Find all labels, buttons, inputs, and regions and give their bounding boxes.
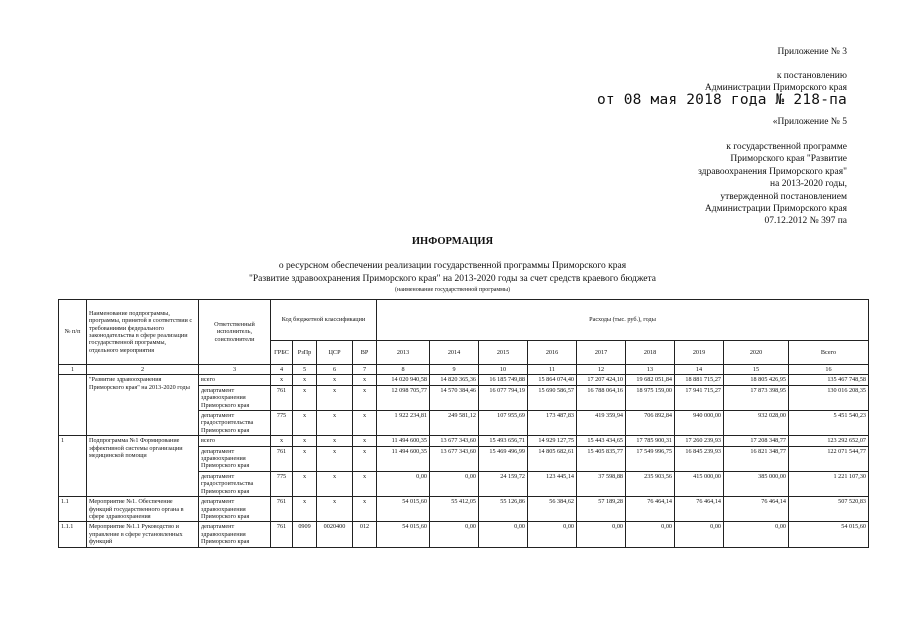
row-csr: х	[317, 385, 353, 410]
col-num: 14	[675, 365, 724, 375]
header-year-2018: 2018	[626, 341, 675, 365]
row-rzpr: х	[293, 385, 317, 410]
row-value: 15 469 496,99	[479, 446, 528, 471]
row-vr: х	[353, 471, 377, 496]
row-number: 1.1.1	[59, 522, 87, 547]
table-row	[59, 375, 869, 385]
row-value: 55 412,05	[430, 497, 479, 522]
row-value: 15 405 835,77	[577, 446, 626, 471]
header-year-2020: 2020	[724, 341, 789, 365]
resource-table	[58, 299, 869, 548]
row-total: 507 520,83	[789, 497, 869, 522]
row-value: 13 677 343,60	[430, 446, 479, 471]
row-value: 17 549 996,75	[626, 446, 675, 471]
row-grbs: х	[271, 375, 293, 385]
row-value: 932 028,00	[724, 411, 789, 436]
program-block	[698, 141, 847, 228]
program-years: на 2013-2020 годы,	[770, 179, 847, 190]
row-value: 0,00	[479, 522, 528, 547]
row-value: 13 677 343,60	[430, 436, 479, 446]
row-value: 16 788 064,16	[577, 385, 626, 410]
row-executor: всего	[199, 375, 271, 385]
row-total: 54 015,60	[789, 522, 869, 547]
col-num: 8	[377, 365, 430, 375]
row-rzpr: х	[293, 411, 317, 436]
row-rzpr: х	[293, 446, 317, 471]
row-value: 0,00	[675, 522, 724, 547]
to-resolution: к постановлению	[776, 71, 847, 81]
row-value: 706 892,84	[626, 411, 675, 436]
col-num: 3	[199, 365, 271, 375]
row-number: 1	[59, 436, 87, 497]
row-grbs: 775	[271, 471, 293, 496]
col-num: 5	[293, 365, 317, 375]
col-num: 13	[626, 365, 675, 375]
row-vr: х	[353, 375, 377, 385]
row-value: 55 126,86	[479, 497, 528, 522]
header-grbs: ГРБС	[271, 341, 293, 365]
column-numbers-row	[59, 365, 869, 375]
row-csr: х	[317, 471, 353, 496]
row-total: 135 467 748,58	[789, 375, 869, 385]
row-value: 76 464,14	[724, 497, 789, 522]
row-rzpr: х	[293, 497, 317, 522]
col-num: 4	[271, 365, 293, 375]
row-value: 11 494 600,35	[377, 436, 430, 446]
header-budget-class: Код бюджетной классификации	[271, 300, 377, 341]
row-rzpr: 0909	[293, 522, 317, 547]
row-vr: 012	[353, 522, 377, 547]
col-num: 1	[59, 365, 87, 375]
header-year-2019: 2019	[675, 341, 724, 365]
row-value: 0,00	[724, 522, 789, 547]
administration: Администрации Приморского края	[704, 83, 847, 94]
row-value: 14 570 384,46	[430, 385, 479, 410]
header-year-2014: 2014	[430, 341, 479, 365]
title-line-2: "Развитие здравоохранения Приморского края" на 2013-2020 годы за счет средств краевого бюджета	[249, 274, 656, 284]
to-program: к государственной программе	[726, 142, 847, 152]
row-value: 235 903,56	[626, 471, 675, 496]
row-rzpr: х	[293, 436, 317, 446]
row-vr: х	[353, 385, 377, 410]
row-grbs: 761	[271, 385, 293, 410]
row-rzpr: х	[293, 375, 317, 385]
row-value: 76 464,14	[626, 497, 675, 522]
row-value: 249 581,12	[430, 411, 479, 436]
header-num: № п/п	[59, 300, 87, 365]
col-num: 12	[577, 365, 626, 375]
row-value: 19 682 051,84	[626, 375, 675, 385]
row-value: 17 941 715,27	[675, 385, 724, 410]
row-value: 17 260 239,93	[675, 436, 724, 446]
row-value: 173 487,83	[528, 411, 577, 436]
col-num: 6	[317, 365, 353, 375]
row-csr: 0020400	[317, 522, 353, 547]
row-csr: х	[317, 375, 353, 385]
row-grbs: 775	[271, 411, 293, 436]
row-value: 11 494 600,35	[377, 446, 430, 471]
col-num: 7	[353, 365, 377, 375]
row-value: 16 185 749,88	[479, 375, 528, 385]
row-csr: х	[317, 497, 353, 522]
row-value: 0,00	[528, 522, 577, 547]
row-executor: департамент здравоохранения Приморского края	[199, 385, 271, 410]
row-value: 14 820 365,36	[430, 375, 479, 385]
row-total: 122 071 544,77	[789, 446, 869, 471]
row-value: 17 785 900,31	[626, 436, 675, 446]
row-executor: департамент градостроительства Приморского края	[199, 411, 271, 436]
row-vr: х	[353, 436, 377, 446]
row-value: 0,00	[626, 522, 675, 547]
row-value: 940 000,00	[675, 411, 724, 436]
appendix-3: Приложение № 3	[777, 47, 847, 57]
row-value: 1 922 234,81	[377, 411, 430, 436]
row-value: 14 020 940,58	[377, 375, 430, 385]
row-value: 0,00	[377, 471, 430, 496]
row-value: 17 207 424,10	[577, 375, 626, 385]
row-value: 107 955,69	[479, 411, 528, 436]
row-value: 15 864 074,40	[528, 375, 577, 385]
row-value: 0,00	[430, 471, 479, 496]
header-name: Наименование подпрограммы, программы, принятой в соответствии с требованиями федерального законодательства в сфере реализации государственной программы, отдельного мероприятия	[87, 300, 199, 365]
row-executor: департамент здравоохранения Приморского края	[199, 497, 271, 522]
row-value: 54 015,60	[377, 497, 430, 522]
row-number	[59, 375, 87, 436]
row-value: 123 445,14	[528, 471, 577, 496]
row-executor: департамент градостроительства Приморского края	[199, 471, 271, 496]
row-value: 18 881 715,27	[675, 375, 724, 385]
col-num: 11	[528, 365, 577, 375]
header-csr: ЦСР	[317, 341, 353, 365]
header-year-2016: 2016	[528, 341, 577, 365]
col-num: 16	[789, 365, 869, 375]
row-value: 415 000,00	[675, 471, 724, 496]
row-value: 15 493 656,71	[479, 436, 528, 446]
col-num: 2	[87, 365, 199, 375]
administration-2: Администрации Приморского края	[704, 204, 847, 215]
row-value: 15 690 586,57	[528, 385, 577, 410]
row-value: 18 805 426,95	[724, 375, 789, 385]
row-value: 16 821 348,77	[724, 446, 789, 471]
col-num: 10	[479, 365, 528, 375]
row-value: 385 000,00	[724, 471, 789, 496]
program-line-1: Приморского края "Развитие	[730, 154, 847, 165]
appendix-5: «Приложение № 5	[772, 117, 847, 127]
header-year-2017: 2017	[577, 341, 626, 365]
col-num: 9	[430, 365, 479, 375]
row-value: 17 208 348,77	[724, 436, 789, 446]
row-value: 16 845 239,93	[675, 446, 724, 471]
row-grbs: 761	[271, 446, 293, 471]
appendix-header	[777, 46, 847, 58]
row-program-name: Мероприятие №1.1 Руководство и управление в сфере установленных функций	[87, 522, 199, 547]
approved-by: утвержденной постановлением	[720, 191, 847, 202]
row-value: 57 189,28	[577, 497, 626, 522]
row-total: 123 292 652,07	[789, 436, 869, 446]
title-line-1: о ресурсном обеспечении реализации государственной программы Приморского края	[278, 261, 627, 271]
row-vr: х	[353, 446, 377, 471]
program-line-2: здравоохранения Приморского края"	[698, 166, 847, 177]
row-total: 1 221 107,30	[789, 471, 869, 496]
row-value: 18 975 159,00	[626, 385, 675, 410]
resolution-date: от 08 мая 2018 года № 218-па	[596, 92, 847, 108]
row-vr: х	[353, 411, 377, 436]
row-program-name: "Развитие здравоохранения Приморского края" на 2013-2020 годы	[87, 375, 199, 436]
row-value: 15 443 434,65	[577, 436, 626, 446]
header-total: Всего	[789, 341, 869, 365]
header-expenses: Расходы (тыс. руб.), годы	[377, 300, 869, 341]
row-value: 76 464,14	[675, 497, 724, 522]
row-value: 17 873 398,95	[724, 385, 789, 410]
row-grbs: 761	[271, 497, 293, 522]
header-year-2013: 2013	[377, 341, 430, 365]
row-value: 12 098 705,77	[377, 385, 430, 410]
row-program-name: Мероприятие №1. Обеспечение функций государственного органа в сфере здравоохранения	[87, 497, 199, 522]
row-executor: департамент здравоохранения Приморского края	[199, 522, 271, 547]
header-row-1	[59, 300, 869, 341]
row-total: 5 451 540,23	[789, 411, 869, 436]
header-vr: ВР	[353, 341, 377, 365]
document-heading: ИНФОРМАЦИЯ	[411, 236, 494, 247]
table-row	[59, 497, 869, 522]
row-total: 130 016 208,35	[789, 385, 869, 410]
row-value: 0,00	[430, 522, 479, 547]
row-executor: департамент здравоохранения Приморского края	[199, 446, 271, 471]
approval-date: 07.12.2012 № 397 па	[764, 216, 847, 227]
table-row	[59, 522, 869, 547]
row-grbs: 761	[271, 522, 293, 547]
row-value: 14 805 682,61	[528, 446, 577, 471]
row-csr: х	[317, 411, 353, 436]
row-value: 16 077 794,19	[479, 385, 528, 410]
row-executor: всего	[199, 436, 271, 446]
row-value: 419 359,94	[577, 411, 626, 436]
col-num: 15	[724, 365, 789, 375]
row-vr: х	[353, 497, 377, 522]
row-value: 14 929 127,75	[528, 436, 577, 446]
row-value: 0,00	[577, 522, 626, 547]
row-value: 24 159,72	[479, 471, 528, 496]
row-value: 37 598,88	[577, 471, 626, 496]
row-csr: х	[317, 446, 353, 471]
header-year-2015: 2015	[479, 341, 528, 365]
row-grbs: х	[271, 436, 293, 446]
title-note: (наименование государственной программы)	[395, 287, 510, 293]
row-value: 54 015,60	[377, 522, 430, 547]
header-rzpr: РзПр	[293, 341, 317, 365]
row-program-name: Подпрограмма №1 Формирование эффективной системы организации медицинской помощи	[87, 436, 199, 497]
row-csr: х	[317, 436, 353, 446]
row-number: 1.1	[59, 497, 87, 522]
row-rzpr: х	[293, 471, 317, 496]
row-value: 56 384,62	[528, 497, 577, 522]
header-executor: Ответственный исполнитель, соисполнители	[199, 300, 271, 365]
table-row	[59, 436, 869, 446]
